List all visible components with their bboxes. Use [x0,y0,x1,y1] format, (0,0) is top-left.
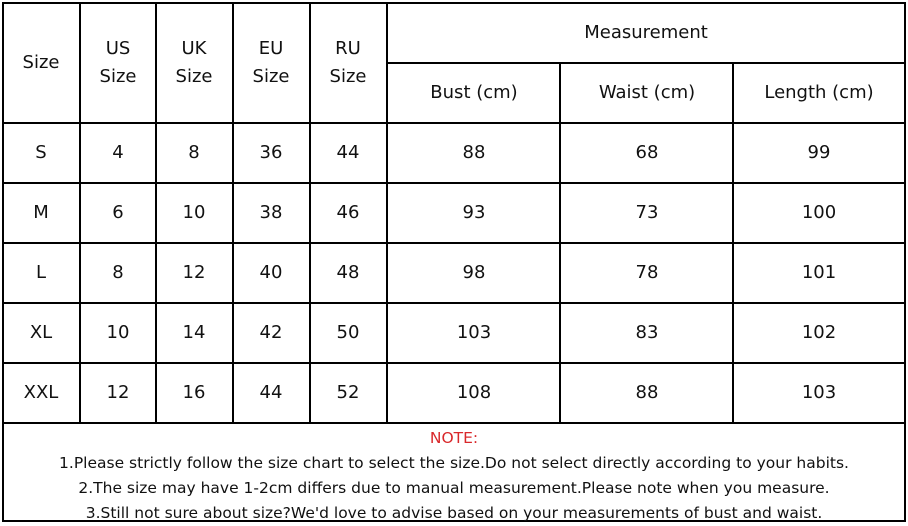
cell-length: 99 [807,142,831,163]
cell-bust: 88 [462,142,486,163]
cell-length: 103 [801,382,837,403]
cell-uk: 8 [188,142,200,163]
cell-eu: 44 [259,382,283,403]
cell-bust: 98 [462,262,486,283]
note-line-1: 1.Please strictly follow the size chart to select the size.Do not select directly according to your habits. [59,454,849,472]
cell-ru: 44 [336,142,360,163]
cell-ru: 48 [336,262,360,283]
cell-ru: 52 [336,382,360,403]
cell-waist: 88 [635,382,659,403]
header-length: Length (cm) [764,82,874,103]
cell-eu: 42 [259,322,283,343]
cell-waist: 83 [635,322,659,343]
cell-bust: 93 [462,202,486,223]
header-uk-line2: Size [175,66,213,87]
cell-waist: 68 [635,142,659,163]
cell-waist: 78 [635,262,659,283]
header-eu-line1: EU [258,38,284,59]
header-ru-line1: RU [335,38,361,59]
cell-bust: 108 [456,382,492,403]
cell-eu: 38 [259,202,283,223]
cell-us: 12 [106,382,130,403]
note-title: NOTE: [429,429,479,447]
header-waist: Waist (cm) [598,82,696,103]
cell-length: 101 [801,262,837,283]
note-line-3: 3.Still not sure about size?We'd love to advise based on your measurements of bust and waist. [85,504,823,522]
cell-ru: 50 [336,322,360,343]
header-us-line2: Size [99,66,137,87]
header-size: Size [22,52,60,73]
cell-uk: 14 [182,322,206,343]
cell-eu: 40 [259,262,283,283]
cell-uk: 10 [182,202,206,223]
header-eu-line2: Size [252,66,290,87]
cell-size: S [35,142,47,163]
cell-uk: 12 [182,262,206,283]
cell-eu: 36 [259,142,283,163]
cell-size: XXL [23,382,59,403]
note-line-2: 2.The size may have 1-2cm differs due to manual measurement.Please note when you measure. [78,479,830,497]
cell-size: XL [29,322,53,343]
cell-ru: 46 [336,202,360,223]
note-section [0,423,908,526]
cell-us: 4 [112,142,124,163]
cell-size: L [35,262,47,283]
cell-us: 8 [112,262,124,283]
header-uk-line1: UK [181,38,207,59]
cell-bust: 103 [456,322,492,343]
cell-us: 10 [106,322,130,343]
cell-length: 100 [801,202,837,223]
header-us-line1: US [105,38,131,59]
header-ru-line2: Size [329,66,367,87]
header-bust: Bust (cm) [430,82,518,103]
cell-length: 102 [801,322,837,343]
cell-waist: 73 [635,202,659,223]
cell-us: 6 [112,202,124,223]
cell-uk: 16 [182,382,206,403]
cell-size: M [33,202,49,223]
header-measurement: Measurement [584,22,708,43]
